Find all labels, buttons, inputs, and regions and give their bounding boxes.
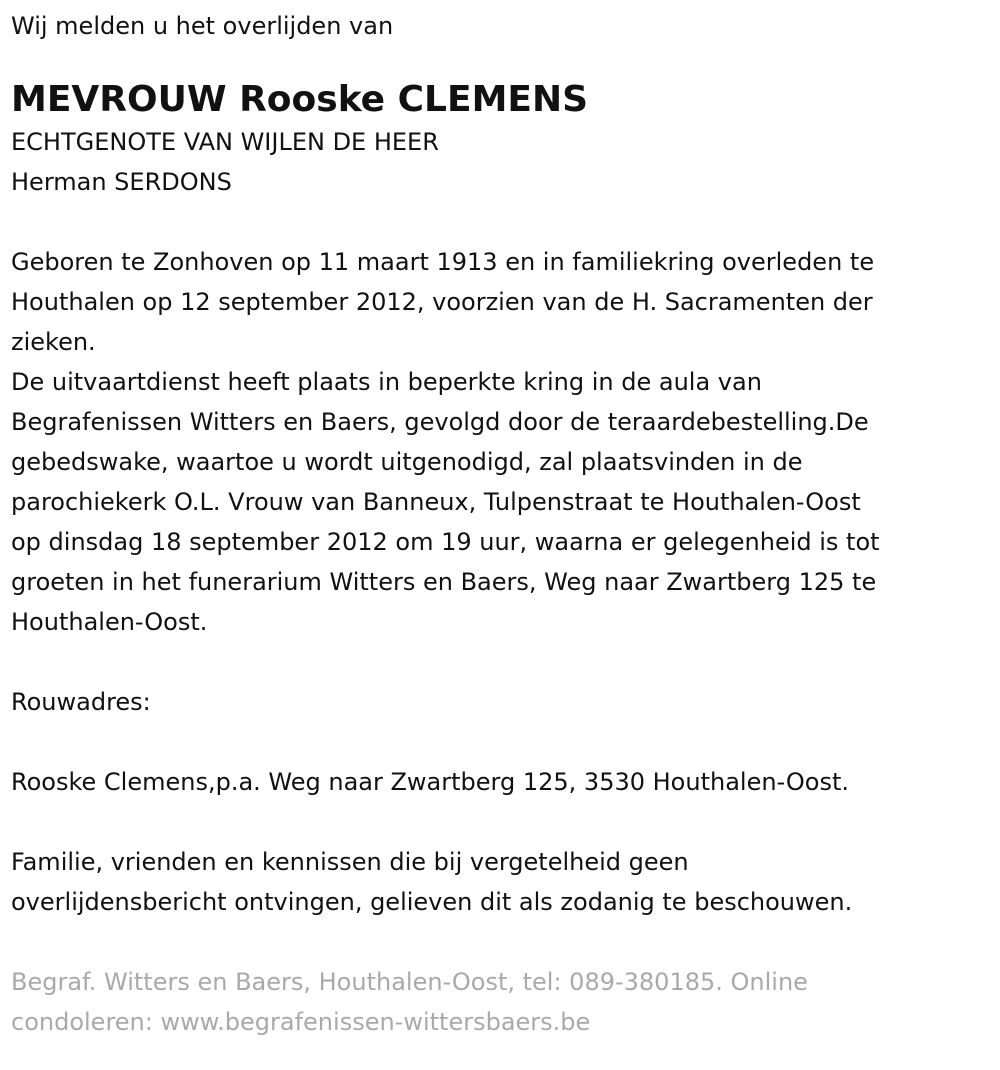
- details-line: op dinsdag 18 september 2012 om 19 uur, waarna er gelegenheid is tot: [11, 528, 880, 556]
- details-line: De uitvaartdienst heeft plaats in beperkte kring in de aula van: [11, 368, 762, 396]
- mourning-address: Rooske Clemens,p.a. Weg naar Zwartberg 125, 3530 Houthalen-Oost.: [11, 768, 849, 796]
- deceased-name: MEVROUW Rooske CLEMENS: [11, 79, 589, 120]
- spouse-name: Herman SERDONS: [11, 168, 232, 196]
- details-line: Geboren te Zonhoven op 11 maart 1913 en in familiekring overleden te: [11, 248, 875, 276]
- details-line: parochiekerk O.L. Vrouw van Banneux, Tulpenstraat te Houthalen-Oost: [11, 488, 861, 516]
- details-paragraph: [11, 242, 988, 642]
- intro-text: Wij melden u het overlijden van: [11, 12, 394, 40]
- details-line: zieken.: [11, 328, 96, 356]
- deceased-block: [11, 78, 988, 202]
- details-line: Houthalen-Oost.: [11, 608, 208, 636]
- details-line: Houthalen op 12 september 2012, voorzien van de H. Sacramenten der: [11, 288, 873, 316]
- notice-line: overlijdensbericht ontvingen, gelieven dit als zodanig te beschouwen.: [11, 888, 853, 916]
- mourning-address-block: [11, 762, 988, 802]
- details-line: Begrafenissen Witters en Baers, gevolgd door de teraardebestelling.De: [11, 408, 869, 436]
- footer-line: condoleren: www.begrafenissen-wittersbaers.be: [11, 1008, 591, 1036]
- mourning-address-label-block: [11, 682, 988, 722]
- notice-paragraph: [11, 842, 988, 922]
- footer-line: Begraf. Witters en Baers, Houthalen-Oost, tel: 089-380185. Online: [11, 968, 808, 996]
- details-line: groeten in het funerarium Witters en Baers, Weg naar Zwartberg 125 te: [11, 568, 877, 596]
- notice-line: Familie, vrienden en kennissen die bij vergetelheid geen: [11, 848, 689, 876]
- details-line: gebedswake, waartoe u wordt uitgenodigd, zal plaatsvinden in de: [11, 448, 803, 476]
- relation-text: ECHTGENOTE VAN WIJLEN DE HEER: [11, 128, 439, 156]
- funeral-home-footer: [11, 962, 988, 1042]
- mourning-address-label: Rouwadres:: [11, 688, 151, 716]
